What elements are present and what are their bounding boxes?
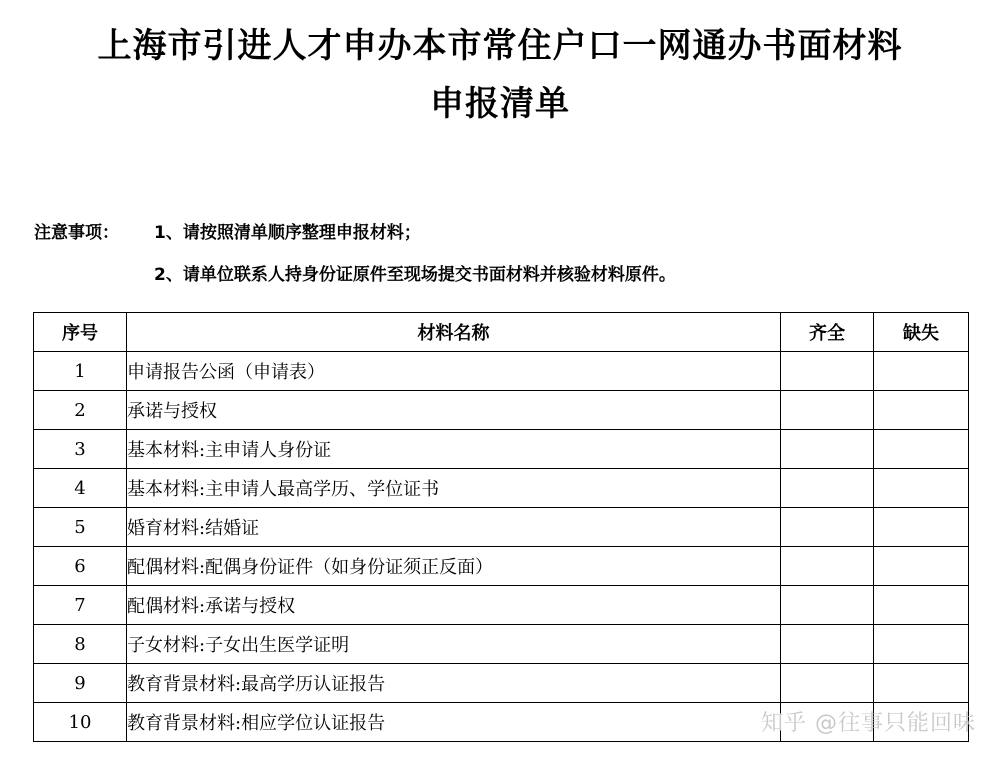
notice-item-1: 1、请按照清单顺序整理申报材料； [154, 223, 421, 243]
table-row [34, 508, 969, 547]
notice-row-2 [34, 254, 676, 296]
notice-section [34, 212, 676, 296]
table-row [34, 352, 969, 391]
row-name: 教育背景材料:相应学位认证报告 [127, 703, 781, 742]
row-name: 教育背景材料:最高学历认证报告 [127, 664, 781, 703]
row-complete-cell [781, 469, 874, 508]
row-name: 子女材料:子女出生医学证明 [127, 625, 781, 664]
table-row [34, 625, 969, 664]
row-name: 基本材料:主申请人最高学历、学位证书 [127, 469, 781, 508]
row-complete-cell [781, 430, 874, 469]
row-complete-cell [781, 391, 874, 430]
row-complete-cell [781, 664, 874, 703]
row-complete-cell [781, 508, 874, 547]
row-name: 婚育材料:结婚证 [127, 508, 781, 547]
notice-row-1 [34, 212, 676, 254]
row-no: 9 [34, 664, 127, 703]
row-no: 8 [34, 625, 127, 664]
table-row [34, 430, 969, 469]
table-header-row [34, 313, 969, 352]
row-missing-cell [874, 508, 969, 547]
header-missing: 缺失 [874, 313, 969, 352]
table-row [34, 547, 969, 586]
row-no: 5 [34, 508, 127, 547]
row-missing-cell [874, 352, 969, 391]
row-name: 配偶材料:配偶身份证件（如身份证须正反面） [127, 547, 781, 586]
row-missing-cell [874, 664, 969, 703]
row-missing-cell [874, 391, 969, 430]
materials-table [33, 312, 969, 742]
row-missing-cell [874, 469, 969, 508]
table-row [34, 469, 969, 508]
row-missing-cell [874, 586, 969, 625]
table-row [34, 586, 969, 625]
row-no: 2 [34, 391, 127, 430]
table-row [34, 664, 969, 703]
row-no: 3 [34, 430, 127, 469]
row-complete-cell [781, 352, 874, 391]
notice-label: 注意事项： [34, 223, 119, 243]
row-name: 基本材料:主申请人身份证 [127, 430, 781, 469]
row-no: 10 [34, 703, 127, 742]
row-no: 7 [34, 586, 127, 625]
row-missing-cell [874, 625, 969, 664]
row-name: 申请报告公函（申请表） [127, 352, 781, 391]
row-complete-cell [781, 625, 874, 664]
row-no: 4 [34, 469, 127, 508]
header-no: 序号 [34, 313, 127, 352]
table-row [34, 391, 969, 430]
row-missing-cell [874, 430, 969, 469]
document-title-line2: 申报清单 [430, 84, 570, 124]
row-name: 承诺与授权 [127, 391, 781, 430]
watermark: 知乎 @往事只能回味 [761, 711, 976, 736]
row-complete-cell [781, 586, 874, 625]
row-missing-cell [874, 547, 969, 586]
header-name: 材料名称 [127, 313, 781, 352]
row-no: 6 [34, 547, 127, 586]
row-name: 配偶材料:承诺与授权 [127, 586, 781, 625]
row-complete-cell [781, 547, 874, 586]
document-title-line1: 上海市引进人才申办本市常住户口一网通办书面材料 [97, 26, 903, 66]
notice-item-2: 2、请单位联系人持身份证原件至现场提交书面材料并核验材料原件。 [154, 265, 676, 285]
header-complete: 齐全 [781, 313, 874, 352]
row-no: 1 [34, 352, 127, 391]
